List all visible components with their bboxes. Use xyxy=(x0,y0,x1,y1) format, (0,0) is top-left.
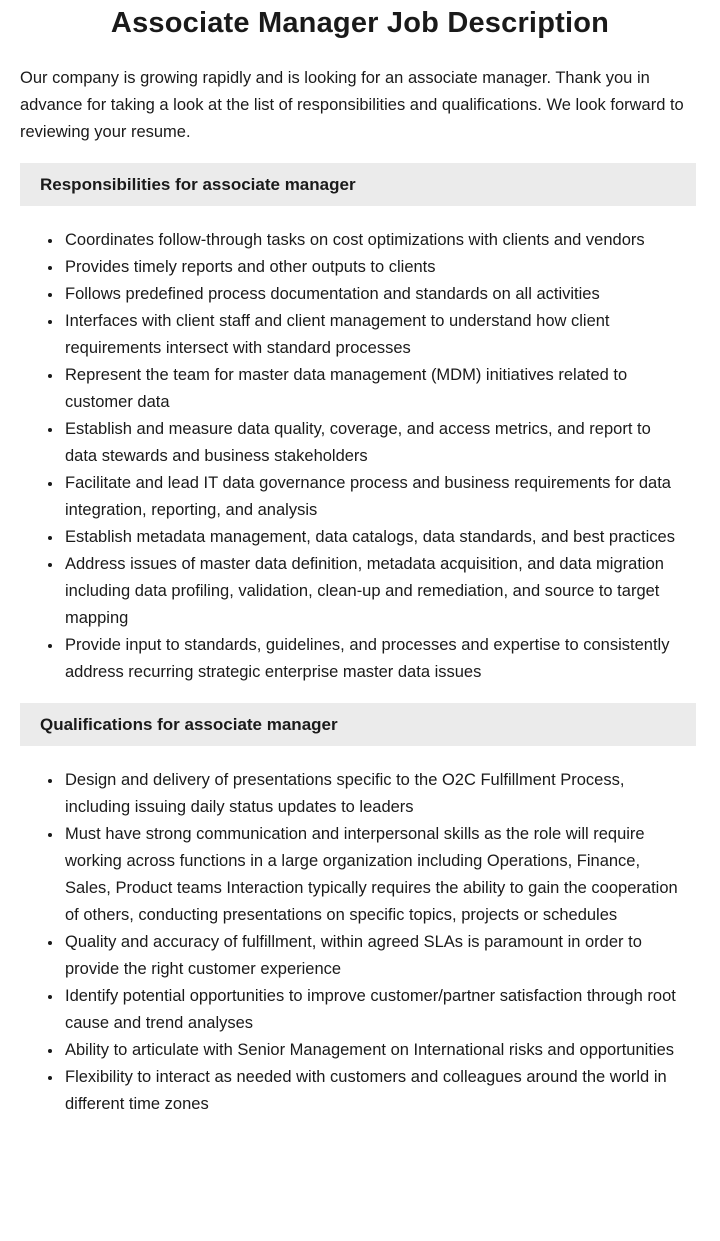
list-item: • Follows predefined process documentation and standards on all activities xyxy=(63,281,680,308)
qualifications-section xyxy=(0,703,720,1118)
qualifications-list xyxy=(0,767,680,1118)
responsibilities-heading: Responsibilities for associate manager xyxy=(20,163,696,206)
list-item: • Establish metadata management, data catalogs, data standards, and best practices xyxy=(63,524,680,551)
intro-paragraph: Our company is growing rapidly and is looking for an associate manager. Thank you in advance for taking a look at the list of responsibilities and qualifications. We look forward to reviewing your resume. xyxy=(20,69,684,141)
list-item: • Flexibility to interact as needed with customers and colleagues around the world in different time zones xyxy=(63,1064,680,1118)
responsibilities-section xyxy=(0,163,720,686)
list-item: • Interfaces with client staff and client management to understand how client requirements intersect with standard processes xyxy=(63,308,680,362)
list-item: • Ability to articulate with Senior Management on International risks and opportunities xyxy=(63,1037,680,1064)
list-item: • Provides timely reports and other outputs to clients xyxy=(63,254,680,281)
list-item: • Represent the team for master data management (MDM) initiatives related to customer data xyxy=(63,362,680,416)
list-item: • Design and delivery of presentations specific to the O2C Fulfillment Process, including issuing daily status updates to leaders xyxy=(63,767,680,821)
list-item: • Quality and accuracy of fulfillment, within agreed SLAs is paramount in order to provide the right customer experience xyxy=(63,929,680,983)
list-item: • Must have strong communication and interpersonal skills as the role will require working across functions in a large organization including Operations, Finance, Sales, Product teams Interaction typically requires the ability to gain the cooperation of others, conducting presentations on specific topics, projects or schedules xyxy=(63,821,680,929)
list-item: • Address issues of master data definition, metadata acquisition, and data migration including data profiling, validation, clean-up and remediation, and source to target mapping xyxy=(63,551,680,632)
responsibilities-list xyxy=(0,227,680,686)
list-item: • Identify potential opportunities to improve customer/partner satisfaction through root cause and trend analyses xyxy=(63,983,680,1037)
list-item: • Coordinates follow-through tasks on cost optimizations with clients and vendors xyxy=(63,227,680,254)
list-item: • Provide input to standards, guidelines, and processes and expertise to consistently address recurring strategic enterprise master data issues xyxy=(63,632,680,686)
list-item: • Establish and measure data quality, coverage, and access metrics, and report to data stewards and business stakeholders xyxy=(63,416,680,470)
list-item: • Facilitate and lead IT data governance process and business requirements for data integration, reporting, and analysis xyxy=(63,470,680,524)
qualifications-heading: Qualifications for associate manager xyxy=(20,703,696,746)
page-title: Associate Manager Job Description xyxy=(110,7,610,39)
